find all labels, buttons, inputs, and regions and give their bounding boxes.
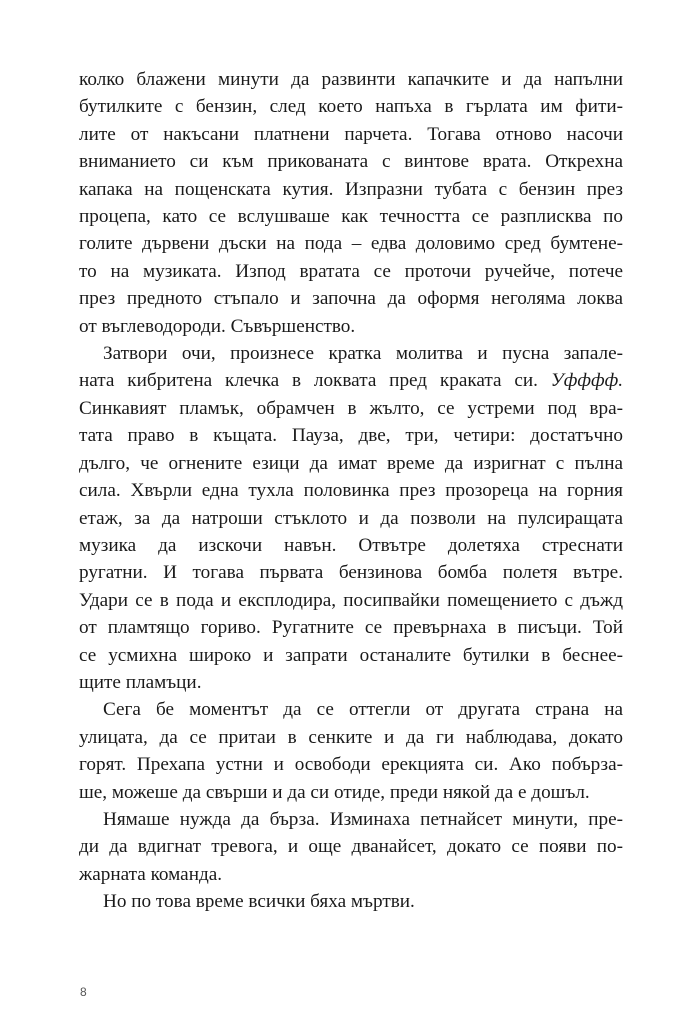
text-line: Затвори очи, произнесе кратка молитва и пусна запале- bbox=[103, 343, 623, 365]
text-line-italic-word: ната кибритена клечка в локвата пред краката си. Уфффф. bbox=[79, 370, 623, 392]
text-line: капака на пощенската кутия. Изпразни тубата с бензин през bbox=[79, 178, 623, 200]
page-body bbox=[79, 66, 623, 916]
text-line: то на музиката. Изпод вратата се проточи ручейче, потече bbox=[79, 260, 623, 282]
text-line: от пламтящо гориво. Ругатните се превърнаха в писъци. Той bbox=[79, 617, 623, 639]
text-line: през предното стъпало и започна да оформя неголяма локва bbox=[79, 288, 623, 310]
text-line: се усмихна широко и запрати останалите бутилки в беснее- bbox=[79, 644, 623, 666]
text-line: Удари се в пода и експлодира, посипвайки помещението с дъжд bbox=[79, 589, 623, 611]
text-line: Сега бе моментът да се оттегли от другата страна на bbox=[103, 699, 623, 721]
text-line: ругатни. И тогава първата бензинова бомба полетя вътре. bbox=[79, 562, 623, 584]
text-line: лите от накъсани платнени парчета. Тогава отново насочи bbox=[79, 123, 623, 145]
text-line: Но по това време всички бяха мъртви. bbox=[103, 891, 415, 913]
text-line: бутилките с бензин, след което напъха в гърлата им фити- bbox=[79, 96, 623, 118]
text-line: ди да вдигнат тревога, и още дванайсет, докато се появи по- bbox=[79, 836, 623, 858]
text-line: етаж, за да натроши стъклото и да позволи на пулсиращата bbox=[79, 507, 623, 529]
italic-interjection: Уфффф. bbox=[550, 370, 623, 392]
text-line: улицата, да се притаи в сенките и да ги наблюдава, докато bbox=[79, 726, 623, 748]
paragraph-1 bbox=[79, 66, 623, 340]
text-line: от въглеводороди. Съвършенство. bbox=[79, 315, 356, 337]
text-line: колко блажени минути да развинти капачките и да напълни bbox=[79, 69, 623, 90]
text-line: щите пламъци. bbox=[79, 671, 202, 693]
text-line: горят. Прехапа устни и освободи ерекцията си. Ако побърза- bbox=[79, 754, 623, 776]
text-line: ше, можеше да свърши и да си отиде, преди някой да е дошъл. bbox=[79, 781, 590, 803]
text-line: процепа, като се вслушваше как течността се разплисква по bbox=[79, 206, 623, 228]
paragraph-4 bbox=[79, 806, 623, 888]
paragraph-5 bbox=[79, 888, 623, 915]
text-line: дълго, че огнените езици да имат време да изригнат с пълна bbox=[79, 452, 623, 474]
text-line: вниманието си към прикованата с винтове врата. Открехна bbox=[79, 151, 623, 173]
text-line: Синкавият пламък, обрамчен в жълто, се устреми под вра- bbox=[79, 397, 623, 419]
paragraph-2 bbox=[79, 340, 623, 696]
text-line: жарната команда. bbox=[79, 863, 223, 885]
text-line: Нямаше нужда да бърза. Изминаха петнайсет минути, пре- bbox=[103, 808, 623, 830]
page-number: 8 bbox=[80, 985, 87, 999]
text-line: сила. Хвърли една тухла половинка през прозореца на горния bbox=[79, 480, 623, 502]
text-line: музика да изскочи навън. Отвътре долетяха стреснати bbox=[79, 534, 623, 556]
text-line: голите дървени дъски на пода – едва доловимо сред бумтене- bbox=[79, 233, 623, 255]
text-line: тата право в къщата. Пауза, две, три, четири: достатъчно bbox=[79, 425, 623, 447]
paragraph-3 bbox=[79, 696, 623, 806]
